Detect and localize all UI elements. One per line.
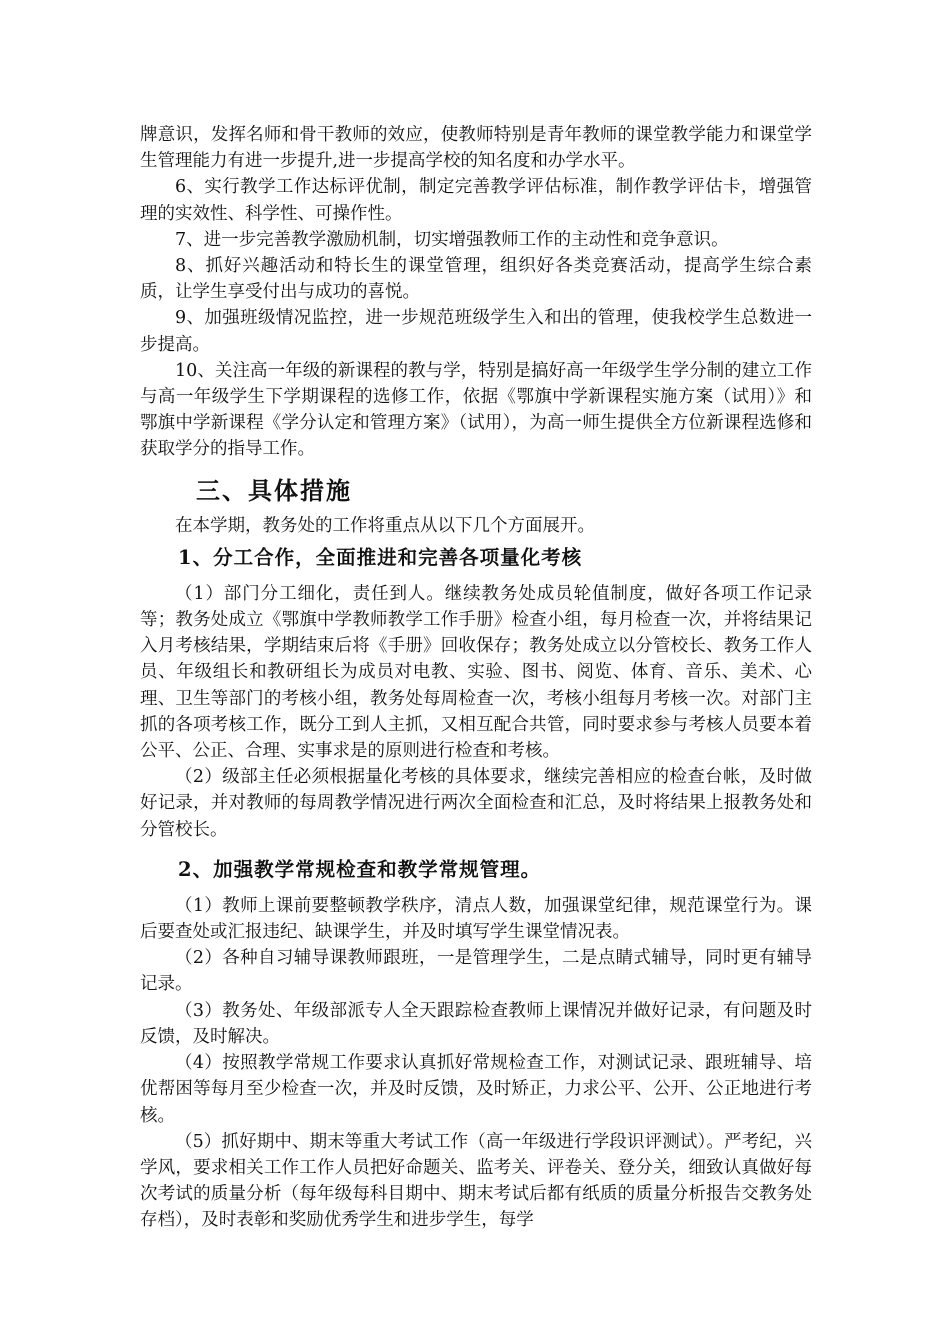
paragraph: （1）教师上课前要整顿教学秩序，清点人数，加强课堂纪律，规范课堂行为。课后要查处或汇报违纪、缺课学生，并及时填写学生课堂情况表。 xyxy=(140,895,812,943)
paragraph: （5）抓好期中、期末等重大考试工作（高一年级进行学段识评测试）。严考纪，兴学风，要求相关工作工作人员把好命题关、监考关、评卷关、登分关，细致认真做好每次考试的质量分析（每年级每科目期中、期末考试后都有纸质的质量分析报告交教务处存档），及时表彰和奖励优秀学生和进步学生，每学 xyxy=(140,1131,812,1231)
paragraph: （4）按照教学常规工作要求认真抓好常规检查工作，对测试记录、跟班辅导、培优帮困等每月至少检查一次，并及时反馈，及时矫正，力求公平、公开、公正地进行考核。 xyxy=(140,1053,812,1126)
paragraph: 在本学期，教务处的工作将重点从以下几个方面展开。 xyxy=(175,515,595,536)
paragraph: 牌意识，发挥名师和骨干教师的效应，使教师特别是青年教师的课堂教学能力和课堂学生管理能力有进一步提升,进一步提高学校的知名度和办学水平。 xyxy=(140,125,812,172)
document-body xyxy=(140,122,812,1234)
paragraph-item-10: 10、关注高一年级的新课程的教与学，特别是搞好高一年级学生学分制的建立工作与高一年级学生下学期课程的选修工作，依据《鄂旗中学新课程实施方案（试用）》和鄂旗中学新课程《学分认定和管理方案》（试用），为高一师生提供全方位新课程选修和获取学分的指导工作。 xyxy=(140,360,812,460)
subsection-heading: 2、加强教学常规检查和教学常规管理。 xyxy=(178,857,542,881)
subsection-heading: 1、分工合作，全面推进和完善各项量化考核 xyxy=(178,545,583,569)
paragraph-item-7: 7、进一步完善教学激励机制，切实增强教师工作的主动性和竞争意识。 xyxy=(175,229,729,250)
paragraph: （2）级部主任必须根据量化考核的具体要求，继续完善相应的检查台帐，及时做好记录，并对教师的每周教学情况进行两次全面检查和汇总，及时将结果上报教务处和分管校长。 xyxy=(140,767,812,840)
section-heading: 三、具体措施 xyxy=(196,475,352,505)
paragraph-item-9: 9、加强班级情况监控，进一步规范班级学生入和出的管理，使我校学生总数进一步提高。 xyxy=(140,308,812,355)
paragraph: （2）各种自习辅导课教师跟班，一是管理学生，二是点睛式辅导，同时更有辅导记录。 xyxy=(140,948,812,995)
paragraph: （3）教务处、年级部派专人全天跟踪检查教师上课情况并做好记录，有问题及时反馈，及时解决。 xyxy=(140,1000,812,1047)
paragraph-item-6: 6、实行教学工作达标评优制，制定完善教学评估标准，制作教学评估卡，增强管理的实效性、科学性、可操作性。 xyxy=(140,177,812,224)
paragraph: （1）部门分工细化，责任到人。继续教务处成员轮值制度，做好各项工作记录等；教务处成立《鄂旗中学教师教学工作手册》检查小组，每月检查一次，并将结果记入月考核结果，学期结束后将《手册》回收保存；教务处成立以分管校长、教务工作人员、年级组长和教研组长为成员对电教、实验、图书、阅览、体育、音乐、美术、心理、卫生等部门的考核小组，教务处每周检查一次，考核小组每月考核一次。对部门主抓的各项考核工作，既分工到人主抓，又相互配合共管，同时要求参与考核人员要本着公平、公正、合理、实事求是的原则进行检查和考核。 xyxy=(140,583,812,762)
paragraph-item-8: 8、抓好兴趣活动和特长生的课堂管理，组织好各类竞赛活动，提高学生综合素质，让学生享受付出与成功的喜悦。 xyxy=(140,256,812,303)
